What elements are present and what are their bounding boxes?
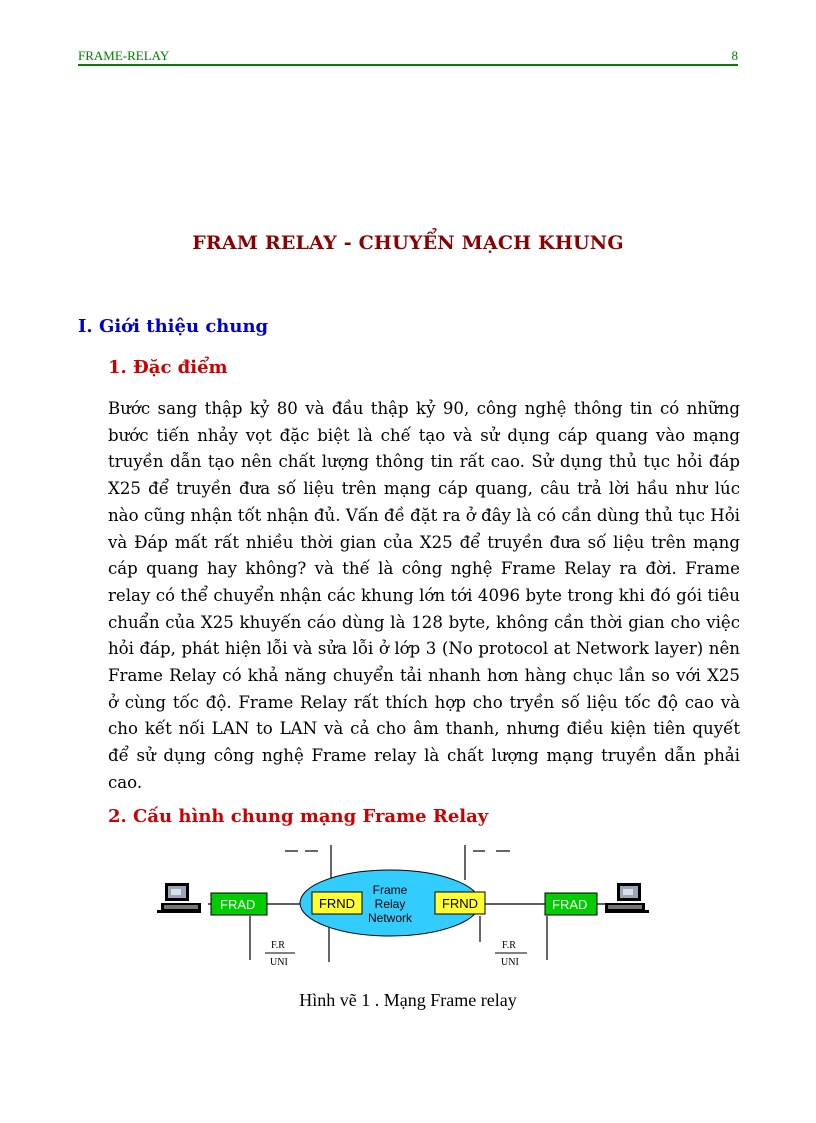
section-heading-introduction: I. Giới thiệu chung: [78, 316, 269, 337]
subsection-heading-features: 1. Đặc điểm: [108, 357, 228, 378]
uni-label-right-bottom: UNI: [501, 957, 519, 968]
frad-label-right: FRAD: [552, 897, 588, 912]
document-title: FRAM RELAY - CHUYỂN MẠCH KHUNG: [192, 232, 624, 254]
frnd-label-right: FRND: [441, 896, 479, 911]
cloud-label-line2: Relay: [374, 897, 406, 911]
subsection-heading-configuration: 2. Cấu hình chung mạng Frame Relay: [108, 806, 489, 827]
header-title: FRAME-RELAY: [78, 48, 170, 63]
cloud-label-line3: Network: [367, 911, 413, 925]
uni-label-right-top: F.R: [502, 940, 516, 951]
cloud-label-line1: Frame: [372, 883, 408, 897]
figure-caption: Hình vẽ 1 . Mạng Frame relay: [299, 990, 517, 1010]
features-paragraph: Bước sang thập kỷ 80 và đầu thập kỷ 90, công nghệ thông tin có những bước tiến nhảy vọt đặc biệt là chế tạo và sử dụng cáp quang vào mạng truyền dẫn tạo nên chất lượng thông tin rất cao. Sử dụng thủ tục hỏi đáp X25 để truyền đưa số liệu trên mạng cáp quang, câu trả lời hầu như lúc nào cũng nhận tốt nhận đủ. Vấn đề đặt ra ở đây là có cần dùng thủ tục Hỏi và Đáp mất rất nhiều thời gian của X25 để truyền đưa số liệu trên mạng cáp quang hay không? và thế là công nghệ Frame Relay ra đời. Frame relay có thể chuyển nhận các khung lớn tới 4096 byte trong khi đó gói tiêu chuẩn của X25 khuyến cáo dùng là 128 byte, không cần thời gian cho việc hỏi đáp, phát hiện lỗi và sửa lỗi ở lớp 3 (No protocol at Network layer) nên Frame Relay có khả năng chuyển tải nhanh hơn hàng chục lần so với X25 ở cùng tốc độ. Frame Relay rất thích hợp cho tryền số liệu tốc độ cao và cho kết nối LAN to LAN và cả cho âm thanh, nhưng điều kiện tiên quyết để sử dụng công nghệ Frame relay là chất lượng mạng truyền dẫn phải cao.: [108, 399, 740, 792]
frnd-label-left: FRND: [318, 896, 356, 911]
page-number: 8: [731, 48, 738, 63]
page-header: [78, 48, 738, 66]
computer-icon-right: [605, 883, 649, 913]
computer-icon-left: [157, 883, 201, 913]
frad-label-left: FRAD: [220, 897, 256, 912]
frame-relay-network-diagram: [155, 842, 655, 977]
uni-label-left-top: F.R: [271, 940, 285, 951]
uni-label-left-bottom: UNI: [270, 957, 288, 968]
